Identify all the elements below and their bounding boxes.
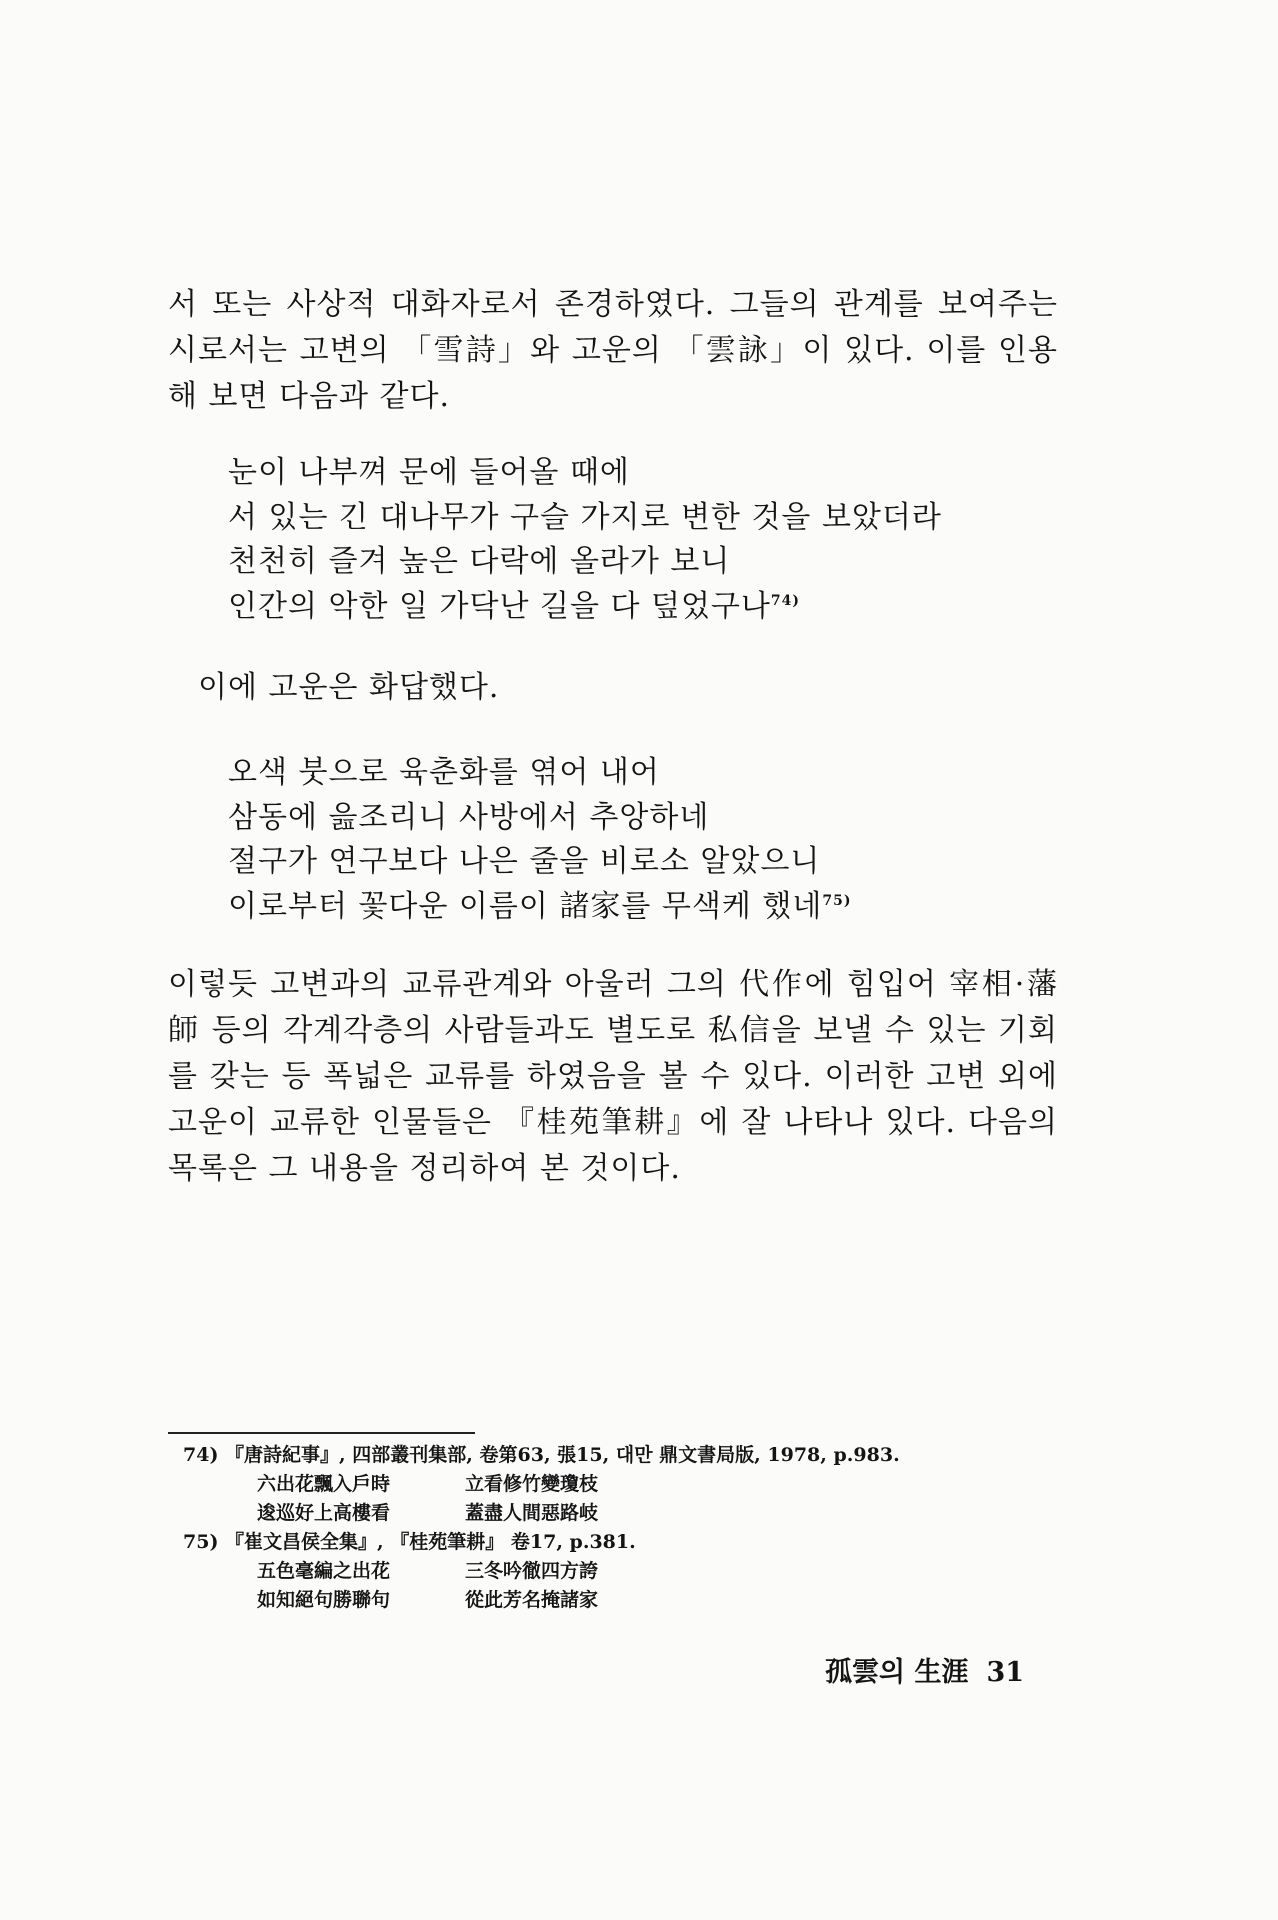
poem-line: 눈이 나부껴 문에 들어올 때에: [228, 455, 630, 490]
footnote-verse-line: [257, 1470, 1063, 1499]
running-title: 孤雲의 生涯: [825, 1657, 969, 1688]
footnote-verse-line: [257, 1586, 1063, 1615]
verse-half: 蓋盡人間惡路岐: [465, 1502, 599, 1524]
poem-line-text: 이로부터 꽃다운 이름이 諸家를 무색케 했네: [228, 888, 823, 924]
verse-half: 六出花飄入戶時: [257, 1473, 391, 1495]
poem-line: 삼동에 읊조리니 사방에서 추앙하네: [228, 799, 710, 835]
footnote-divider: [168, 1432, 475, 1434]
verse-half: 五色毫編之出花: [257, 1560, 391, 1582]
poem-line: 천천히 즐겨 높은 다락에 올라가 보니: [228, 544, 731, 579]
poem-line: 서 있는 긴 대나무가 구슬 가지로 변한 것을 보았더라: [228, 499, 942, 535]
footnote-verse-line: [257, 1557, 1063, 1586]
paragraph-intro: 서 또는 사상적 대화자로서 존경하였다. 그들의 관계를 보여주는 시로서는 고변의 「雪詩」와 고운의 「雲詠」이 있다. 이를 인용해 보면 다음과 같다.: [168, 287, 1058, 414]
poem-line: [228, 585, 1048, 630]
poem-line: 절구가 연구보다 나은 줄을 비로소 알았으니: [228, 844, 821, 879]
poem-line: 오색 붓으로 육춘화를 엮어 내어: [228, 755, 660, 790]
running-footer: [825, 1650, 1024, 1689]
poem-clouds: [228, 751, 1048, 929]
footnotes: [183, 1441, 1063, 1615]
verse-half: 從此芳名掩諸家: [465, 1589, 599, 1611]
footnote-ref: 74): [770, 592, 801, 609]
verse-half: 逡巡好上高樓看: [257, 1502, 391, 1524]
verse-half: 立看修竹變瓊枝: [465, 1473, 599, 1495]
footnote-ref: 75): [822, 892, 852, 909]
poem-snow: [228, 451, 1048, 629]
page-number: 31: [986, 1657, 1025, 1688]
footnote-75: 75) 『崔文昌侯全集』, 『桂苑筆耕』 卷17, p.381.: [183, 1531, 636, 1553]
poem-line: [228, 885, 1048, 930]
paragraph-exchange: 이렇듯 고변과의 교류관계와 아울러 그의 代作에 힘입어 宰相·藩師 등의 각계각층의 사람들과도 별도로 私信을 보낼 수 있는 기회를 갖는 등 폭넓은 교류를 하였음을 볼 수 있다. 이러한 고변 외에 고운이 교류한 인물들은 『桂苑筆耕』에 잘 나타나 있다. 다음의 목록은 그 내용을 정리하여 본 것이다.: [168, 967, 1058, 1186]
poem-line-text: 인간의 악한 일 가닥난 길을 다 덮었구나: [228, 588, 771, 624]
footnote-74: 74) 『唐詩紀事』, 四部叢刊集部, 卷第63, 張15, 대만 鼎文書局版, 1978, p.983.: [183, 1444, 900, 1466]
verse-half: 三冬吟徹四方誇: [465, 1560, 599, 1582]
reply-line: 이에 고운은 화답했다.: [198, 670, 500, 705]
footnote-verse-line: [257, 1499, 1063, 1528]
verse-half: 如知絕句勝聯句: [257, 1589, 391, 1611]
